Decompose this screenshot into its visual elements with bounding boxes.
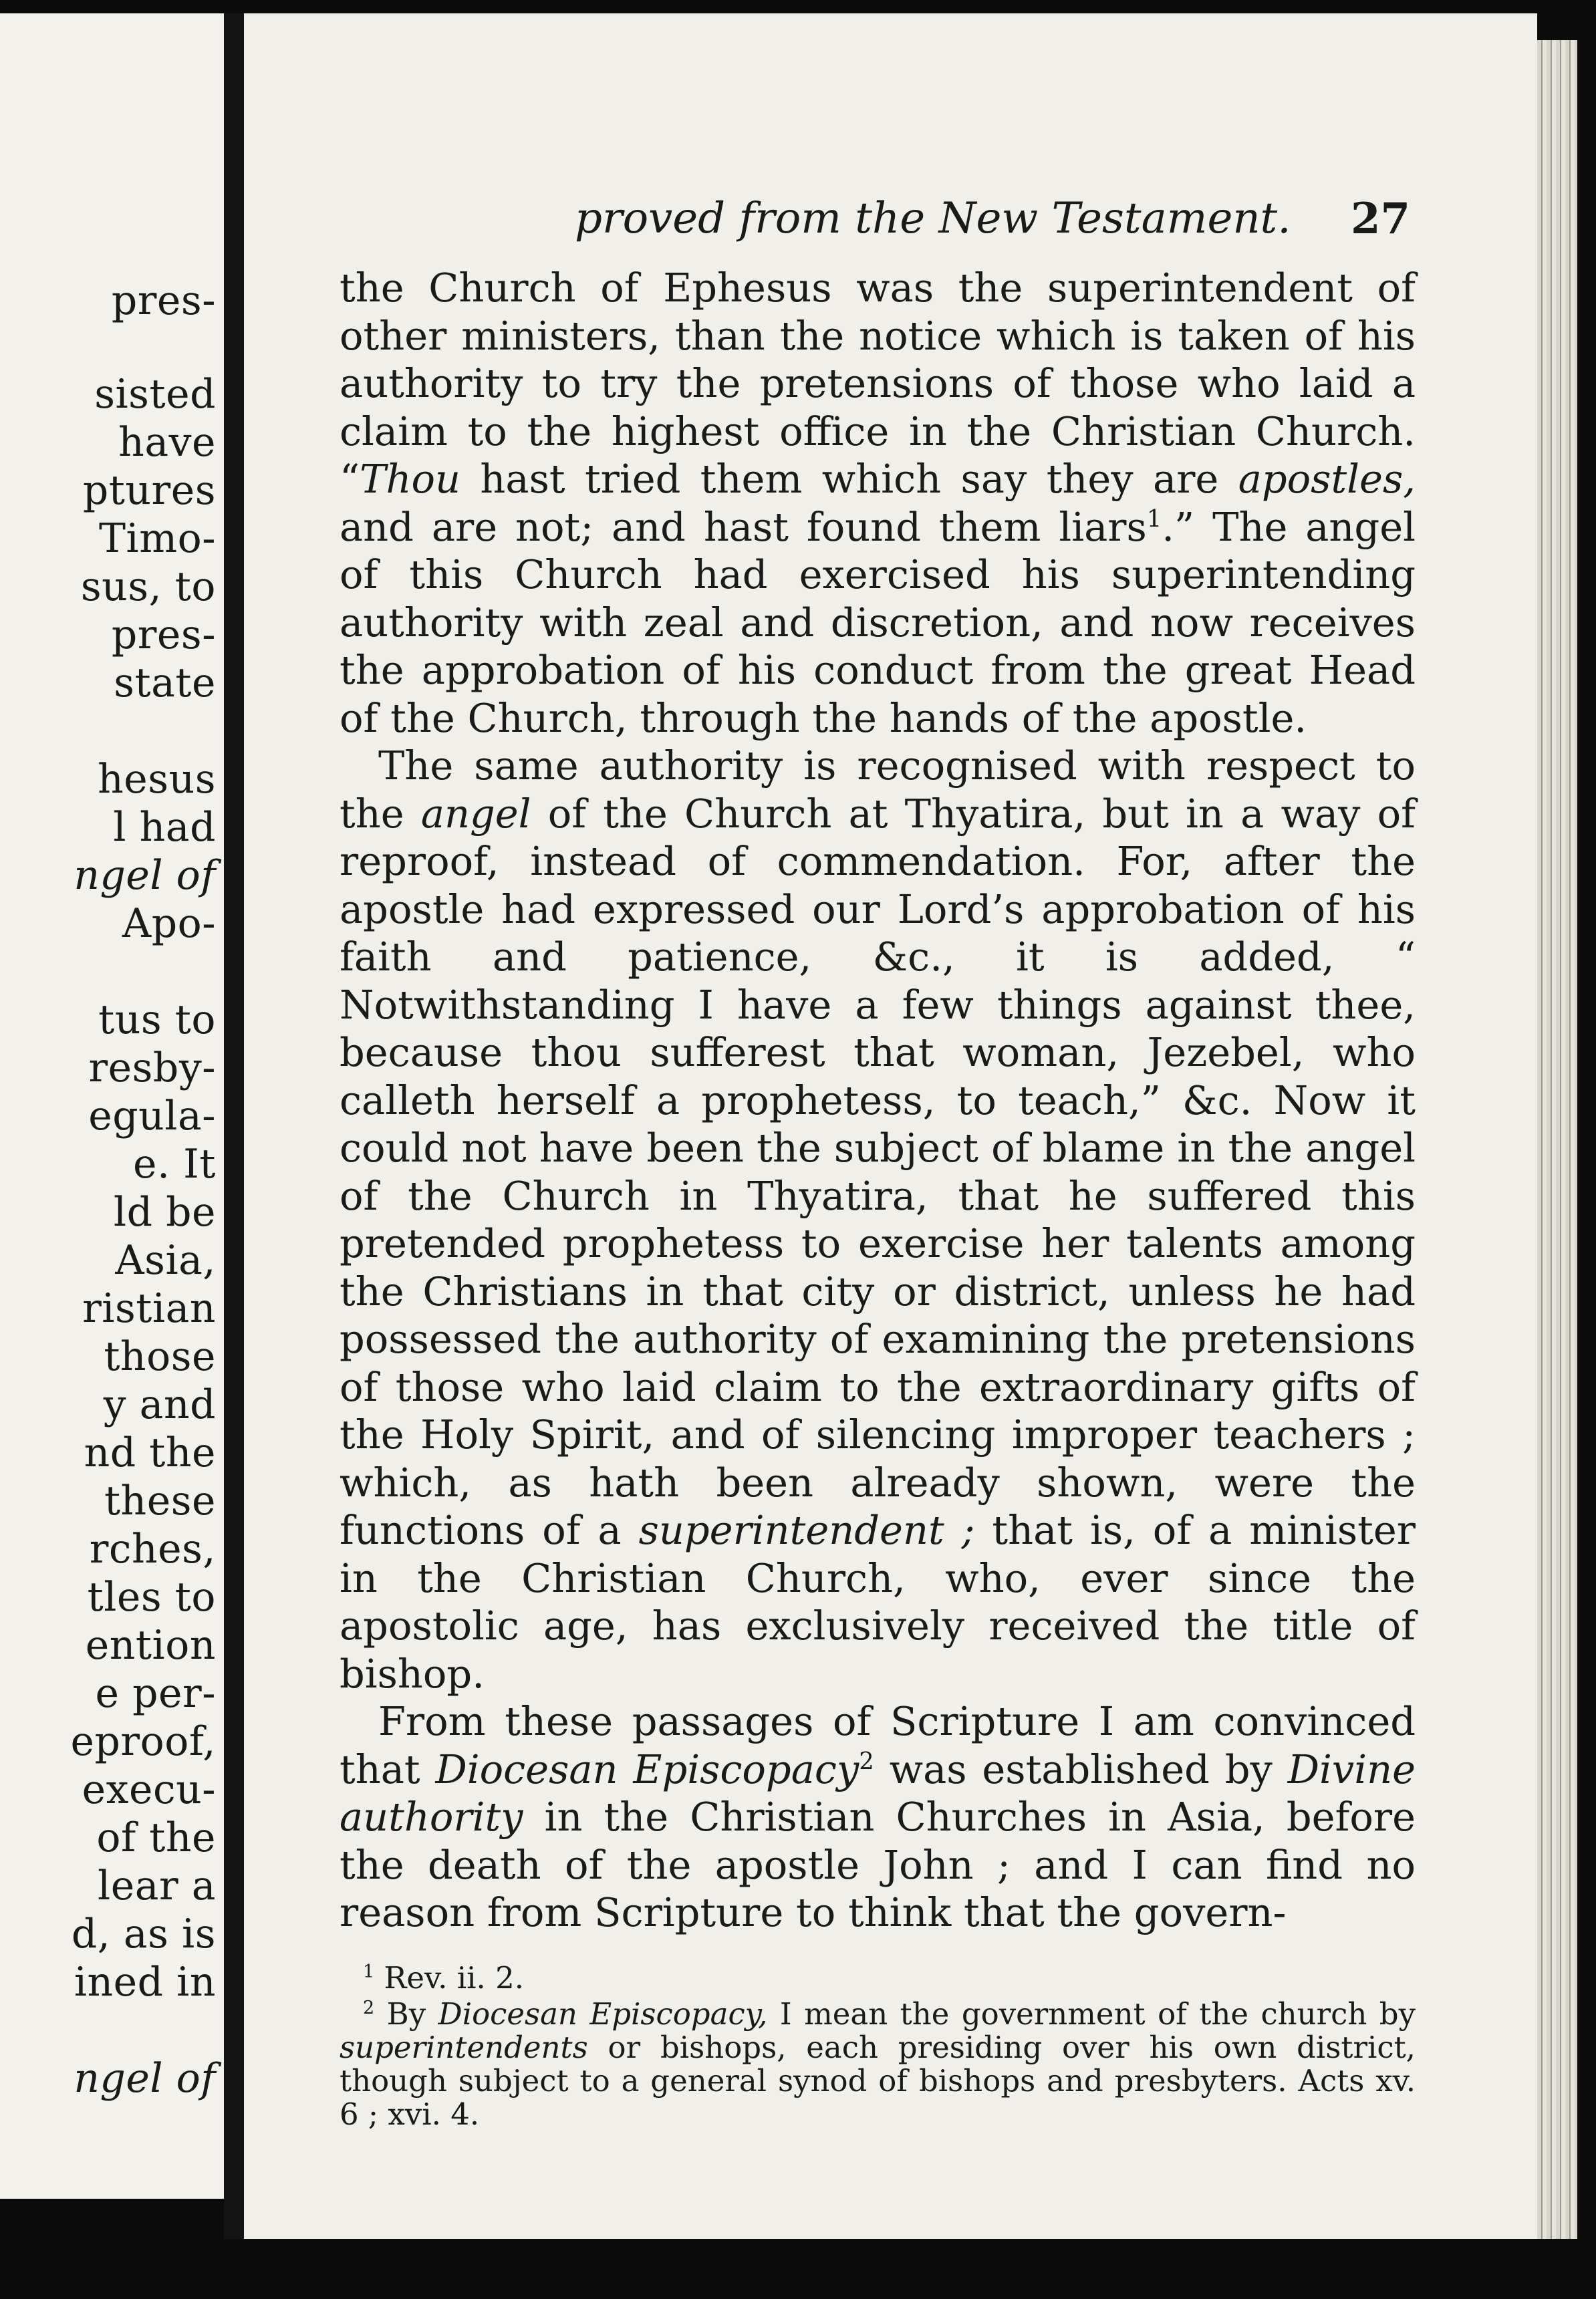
facing-page-line: eproof, xyxy=(70,1718,216,1765)
facing-page-line: Asia, xyxy=(115,1237,216,1284)
facing-page-line: resby- xyxy=(88,1045,216,1091)
facing-page-line: those xyxy=(104,1333,216,1380)
facing-page-line: ptures xyxy=(82,467,216,514)
facing-page-line: tus to xyxy=(98,996,216,1043)
facing-page-line: egula- xyxy=(88,1093,216,1139)
page-edges xyxy=(1537,40,1577,2239)
facing-page-line: nd the xyxy=(84,1430,216,1476)
paragraph: the Church of Ephesus was the superintendent of other ministers, than the notice which is taken of his authority to try the pretensions of those who laid a claim to the highest office in the Christian Church. “Thou hast tried them which say they are apostles, and are not; and hast found them liars$^1$.” The angel of this Church had exercised his superintending authority with zeal and discretion, and now receives the approbation of his conduct from the great Head of the Church, through the hands of the apostle. xyxy=(340,265,1416,741)
footnote: $^1$ Rev. ii. 2. xyxy=(363,1960,525,1996)
page-number: 27 xyxy=(1350,194,1410,244)
facing-page-line: l had xyxy=(113,804,216,851)
footnote-ref: 2 xyxy=(859,1747,874,1775)
facing-page-line: state xyxy=(114,660,216,706)
facing-page-line: sus, to xyxy=(80,563,216,610)
facing-page-line: Timo- xyxy=(99,515,216,562)
facing-page-line: ined in xyxy=(74,1959,216,2006)
facing-page-line: these xyxy=(104,1478,216,1524)
facing-page-line: of the xyxy=(96,1814,216,1861)
footnote-ref: 1 xyxy=(1146,505,1162,533)
facing-page-line: ention xyxy=(85,1622,216,1669)
facing-page-line: pres- xyxy=(111,612,216,658)
page-header xyxy=(575,194,1410,247)
footnote: $^2$ By Diocesan Episcopacy, I mean the government of the church by superintendents or bishops, each presiding over his own district, though subject to a general synod of bishops and presbyters. Acts xv. 6 ; xvi. 4. xyxy=(340,1996,1416,2132)
facing-page-line: have xyxy=(118,419,216,466)
facing-page-line: Apo- xyxy=(122,900,216,947)
facing-page-line: ngel of xyxy=(74,2055,216,2102)
facing-page-line: ld be xyxy=(113,1189,216,1236)
facing-page-line: ristian xyxy=(82,1285,216,1332)
facing-page-line: d, as is xyxy=(71,1911,216,1957)
body-text xyxy=(340,264,1416,1937)
facing-page-line: y and xyxy=(103,1381,216,1428)
paragraph: The same authority is recognised with respect to the angel of the Church at Thyatira, but in a way of reproof, instead of commendation. For, after the apostle had expressed our Lord’s approbation of his faith and patience, &c., it is added, “ Notwithstanding I have a few things against thee, because thou sufferest that woman, Jezebel, who calleth herself a prophetess, to teach,” &c. Now it could not have been the subject of blame in the angel of the Church in Thyatira, that he suffered this pretended prophetess to exercise her talents among the Christians in that city or district, unless he had possessed the authority of examining the pretensions of those who laid claim to the extraordinary gifts of the Holy Spirit, and of silencing improper teachers ; which, as hath been already shown, were the functions of a superintendent ; that is, of a minister in the Christian Church, who, ever since the apostolic age, has exclusively received the title of bishop. xyxy=(340,742,1416,1697)
facing-page-fragment xyxy=(0,13,224,2199)
facing-page-line: ngel of xyxy=(74,852,216,899)
facing-page-line: execu- xyxy=(82,1766,216,1813)
facing-page-line: lear a xyxy=(98,1863,216,1909)
paragraph: From these passages of Scripture I am convinced that Diocesan Episcopacy$^2$ was established by Divine authority in the Christian Churches in Asia, before the death of the apostle John ; and I can find no reason from Scripture to think that the govern- xyxy=(340,1698,1416,1935)
running-title: proved from the New Testament. xyxy=(575,194,1291,243)
facing-page-line: e per- xyxy=(95,1670,216,1717)
facing-page-line: e. It xyxy=(133,1141,216,1188)
facing-page-line: sisted xyxy=(94,371,216,418)
facing-page-line: rches, xyxy=(89,1526,216,1573)
book-gutter xyxy=(224,13,244,2239)
facing-page-line: pres- xyxy=(111,277,216,324)
facing-page-line: tles to xyxy=(87,1574,216,1621)
facing-page-line: hesus xyxy=(98,756,216,803)
footnotes xyxy=(340,1962,1416,2131)
